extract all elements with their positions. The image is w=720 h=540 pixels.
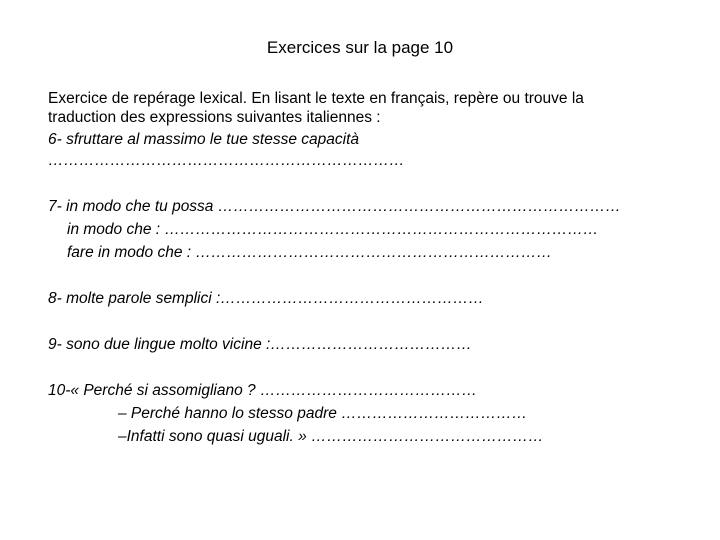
- exercise-10-line-2: – Perché hanno lo stesso padre ………………………………: [118, 405, 528, 422]
- exercise-7-line-3: fare in modo che : ……………………………………………………………: [67, 244, 552, 261]
- exercise-7-line-2: in modo che : …………………………………………………………………………: [67, 221, 599, 238]
- exercise-10-line-1: 10-« Perché si assomigliano ? ……………………………………: [48, 382, 477, 399]
- exercise-8-text: 8- molte parole semplici :……………………………………………: [48, 290, 484, 307]
- exercise-7-line-1: 7- in modo che tu possa ……………………………………………………………………: [48, 198, 621, 215]
- exercise-6-text: 6- sfruttare al massimo le tue stesse capacità: [48, 131, 359, 148]
- exercise-10-line-3: –Infatti sono quasi uguali. » ………………………………………: [118, 428, 544, 445]
- page-title: Exercices sur la page 10: [266, 38, 454, 57]
- intro-line-2: traduction des expressions suivantes italiennes :: [48, 109, 381, 126]
- exercise-9-text: 9- sono due lingue molto vicine :…………………………………: [48, 336, 472, 353]
- exercise-6-blank: ……………………………………………………………: [48, 152, 405, 169]
- intro-line-1: Exercice de repérage lexical. En lisant le texte en français, repère ou trouve la: [48, 90, 584, 107]
